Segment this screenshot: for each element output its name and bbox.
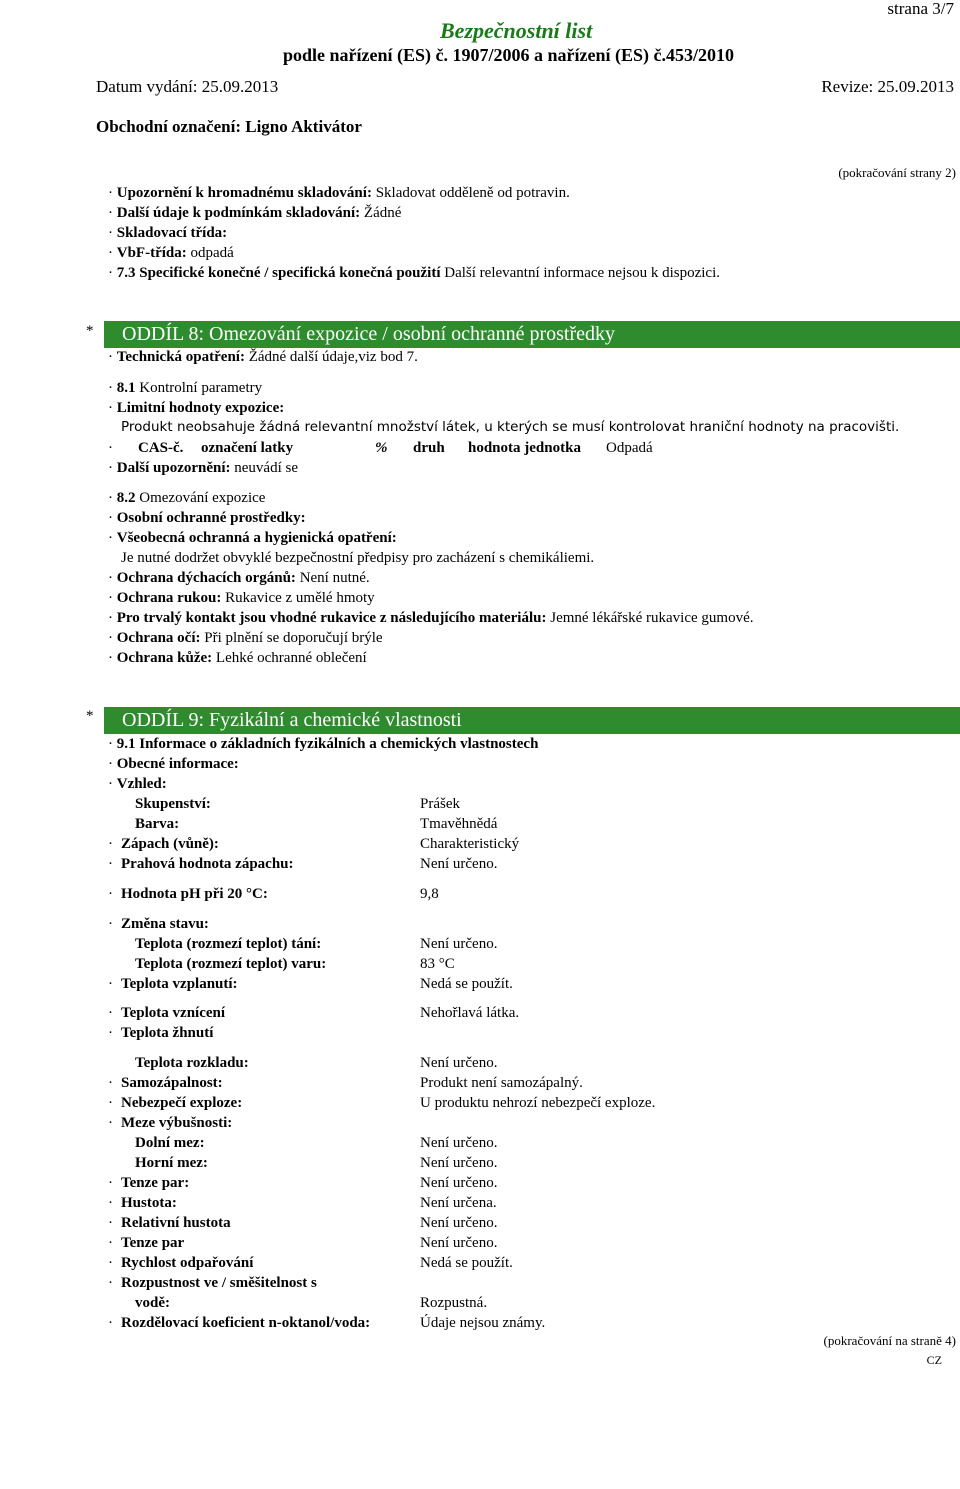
specific-use-label: 7.3 Specifické konečné / specifická konečná použití bbox=[116, 265, 441, 281]
property-label: Teplota vzplanutí: bbox=[121, 976, 238, 992]
eye-protection-label: Ochrana očí: bbox=[116, 630, 201, 646]
property-value: Není určeno. bbox=[420, 1155, 498, 1171]
basic-properties-heading: · 9.1 Informace o základních fyzikálních a chemických vlastnostech bbox=[108, 736, 539, 752]
glove-material-label: Pro trvalý kontakt jsou vhodné rukavice z následujícího materiálu: bbox=[116, 610, 547, 626]
vbf-class-row: · VbF-třída: odpadá bbox=[108, 245, 234, 261]
property-label: Dolní mez: bbox=[135, 1135, 205, 1151]
skin-protection-value: Lehké ochranné oblečení bbox=[215, 650, 367, 666]
property-label: Hodnota pH při 20 °C: bbox=[121, 886, 268, 902]
property-label: Meze výbušnosti: bbox=[121, 1115, 233, 1131]
property-value: Nedá se použít. bbox=[420, 976, 513, 992]
substance-name-column-header: označení latky bbox=[201, 440, 294, 456]
property-value: Není určena. bbox=[420, 1195, 497, 1211]
property-label: Zápach (vůně): bbox=[121, 836, 219, 852]
property-value: U produktu nehrozí nebezpečí exploze. bbox=[420, 1095, 656, 1111]
exposure-limits-text: Produkt neobsahuje žádná relevantní množství látek, u kterých se musí kontrolovat hraniční hodnoty na pracovišti. bbox=[121, 419, 900, 435]
storage-conditions-value: Žádné bbox=[363, 205, 402, 221]
technical-measures-label: Technická opatření: bbox=[116, 349, 245, 365]
further-notes-value: neuvádí se bbox=[234, 460, 298, 476]
respiratory-label: Ochrana dýchacích orgánů: bbox=[116, 570, 296, 586]
appearance-row: · Vzhled: bbox=[108, 776, 167, 792]
property-label: Skupenství: bbox=[135, 796, 211, 812]
revision-date: Revize: 25.09.2013 bbox=[821, 77, 954, 96]
property-label: Horní mez: bbox=[135, 1155, 208, 1171]
vbf-class-label: VbF-třída: bbox=[116, 245, 187, 261]
respiratory-value: Není nutné. bbox=[299, 570, 370, 586]
continued-to: (pokračování na straně 4) bbox=[823, 1333, 956, 1348]
section8-title: ODDÍL 8: Omezování expozice / osobní ochranné prostředky bbox=[122, 323, 615, 345]
document-title: Bezpečnostní list bbox=[440, 18, 593, 43]
language-code: CZ bbox=[926, 1353, 942, 1367]
cas-column-header: CAS-č. bbox=[138, 440, 184, 456]
property-value: Není určeno. bbox=[420, 856, 498, 872]
technical-measures-value: Žádné další údaje,viz bod 7. bbox=[248, 349, 418, 365]
issue-date: Datum vydání: 25.09.2013 bbox=[96, 77, 279, 96]
property-value: Nehořlavá látka. bbox=[420, 1005, 520, 1021]
property-value: Není určeno. bbox=[420, 1135, 498, 1151]
property-value: Rozpustná. bbox=[420, 1295, 488, 1311]
value-unit-column-header: hodnota jednotka bbox=[468, 440, 581, 456]
glove-material-value: Jemné lékářské rukavice gumové. bbox=[550, 610, 754, 626]
property-label: vodě: bbox=[135, 1295, 170, 1311]
property-label: Teplota (rozmezí teplot) varu: bbox=[135, 956, 327, 972]
glove-material-row: · Pro trvalý kontakt jsou vhodné rukavice z následujícího materiálu: Jemné lékářské rukavice gumové. bbox=[108, 610, 754, 626]
control-params-heading: · 8.1 Kontrolní parametry bbox=[108, 380, 263, 396]
exposure-control-heading: · 8.2 Omezování expozice bbox=[108, 490, 266, 506]
hand-protection-value: Rukavice z umělé hmoty bbox=[225, 590, 375, 606]
property-label: Tenze par bbox=[121, 1235, 185, 1251]
property-value: Tmavěhnědá bbox=[420, 816, 498, 832]
trade-name: Ligno Aktivátor bbox=[245, 117, 362, 136]
property-label: Rozpustnost ve / směšitelnost s bbox=[121, 1275, 317, 1291]
ppe-row: · Osobní ochranné prostředky: bbox=[108, 510, 306, 526]
exposure-limits-label: Limitní hodnoty expozice: bbox=[116, 400, 285, 416]
bulk-storage-label: Upozornění k hromadnému skladování: bbox=[116, 185, 372, 201]
property-value: Údaje nejsou známy. bbox=[420, 1315, 546, 1331]
property-value: Charakteristický bbox=[420, 836, 520, 852]
appearance-label: Vzhled: bbox=[116, 776, 167, 792]
property-value: Nedá se použít. bbox=[420, 1255, 513, 1271]
section9-changed-marker: * bbox=[86, 708, 94, 724]
hand-protection-row: · Ochrana rukou: Rukavice z umělé hmoty bbox=[108, 590, 375, 606]
page-number: strana 3/7 bbox=[887, 0, 954, 18]
property-label: Teplota žhnutí bbox=[121, 1025, 214, 1041]
general-info-label: Obecné informace: bbox=[116, 756, 239, 772]
storage-conditions-label: Další údaje k podmínkám skladování: bbox=[116, 205, 361, 221]
basic-properties-title: 9.1 Informace o základních fyzikálních a chemických vlastnostech bbox=[116, 736, 539, 752]
storage-class-label: Skladovací třída: bbox=[116, 225, 228, 241]
property-label: Teplota rozkladu: bbox=[135, 1055, 249, 1071]
hygiene-label: Všeobecná ochranná a hygienická opatření: bbox=[116, 530, 397, 546]
property-label: Tenze par: bbox=[121, 1175, 190, 1191]
control-params-title: Kontrolní parametry bbox=[139, 380, 263, 396]
trade-name-label: Obchodní označení: bbox=[96, 117, 241, 136]
skin-protection-label: Ochrana kůže: bbox=[116, 650, 213, 666]
property-value: Není určeno. bbox=[420, 1055, 498, 1071]
section8-changed-marker: * bbox=[86, 323, 94, 339]
storage-class-row: · Skladovací třída: bbox=[108, 225, 228, 241]
exposure-limits-row: · Limitní hodnoty expozice: bbox=[108, 400, 285, 416]
bulk-storage-value: Skladovat odděleně od potravin. bbox=[375, 185, 570, 201]
eye-protection-row: · Ochrana očí: Při plnění se doporučují brýle bbox=[108, 630, 383, 646]
section9-title: ODDÍL 9: Fyzikální a chemické vlastnosti bbox=[122, 709, 462, 731]
property-label: Teplota (rozmezí teplot) tání: bbox=[135, 936, 322, 952]
trade-name-row bbox=[96, 117, 362, 137]
hygiene-text: Je nutné dodržet obvyklé bezpečnostní předpisy pro zacházení s chemikáliemi. bbox=[121, 550, 595, 566]
property-label: Nebezpečí exploze: bbox=[121, 1095, 243, 1111]
property-label: Samozápalnost: bbox=[121, 1075, 223, 1091]
hygiene-row: · Všeobecná ochranná a hygienická opatření: bbox=[108, 530, 397, 546]
further-notes-label: Další upozornění: bbox=[116, 460, 231, 476]
property-label: Barva: bbox=[135, 816, 180, 832]
ppe-label: Osobní ochranné prostředky: bbox=[116, 510, 306, 526]
exposure-control-number: 8.2 bbox=[116, 490, 136, 506]
regulation-subtitle: podle nařízení (ES) č. 1907/2006 a nařízení (ES) č.453/2010 bbox=[283, 45, 734, 65]
property-value: 9,8 bbox=[420, 886, 439, 902]
property-label: Hustota: bbox=[121, 1195, 177, 1211]
skin-protection-row: · Ochrana kůže: Lehké ochranné oblečení bbox=[108, 650, 367, 666]
specific-use-row: · 7.3 Specifické konečné / specifická konečná použití Další relevantní informace nejsou k dispozici. bbox=[108, 265, 720, 281]
respiratory-row: · Ochrana dýchacích orgánů: Není nutné. bbox=[108, 570, 370, 586]
technical-measures-row: · Technická opatření: Žádné další údaje,viz bod 7. bbox=[108, 349, 418, 365]
control-params-number: 8.1 bbox=[116, 380, 136, 396]
property-label: Relativní hustota bbox=[121, 1215, 231, 1231]
property-value: Produkt není samozápalný. bbox=[420, 1075, 583, 1091]
property-value: 83 °C bbox=[420, 956, 455, 972]
percent-column-header: % bbox=[375, 440, 388, 456]
further-notes-row: · Další upozornění: neuvádí se bbox=[108, 460, 298, 476]
property-label: Prahová hodnota zápachu: bbox=[121, 856, 294, 872]
not-applicable-value: Odpadá bbox=[606, 440, 653, 456]
eye-protection-value: Při plnění se doporučují brýle bbox=[204, 630, 383, 646]
property-label: Rychlost odpařování bbox=[121, 1255, 254, 1271]
specific-use-value: Další relevantní informace nejsou k dispozici. bbox=[444, 265, 720, 281]
storage-conditions-row: · Další údaje k podmínkám skladování: Žádné bbox=[108, 205, 402, 221]
property-value: Není určeno. bbox=[420, 1215, 498, 1231]
property-label: Rozdělovací koeficient n-oktanol/voda: bbox=[121, 1315, 371, 1331]
substance-table-header: · CAS-č. označení latky % druh hodnota jednotka Odpadá bbox=[108, 440, 653, 456]
type-column-header: druh bbox=[413, 440, 445, 456]
property-label: Změna stavu: bbox=[121, 916, 209, 932]
bulk-storage-row: · Upozornění k hromadnému skladování: Skladovat odděleně od potravin. bbox=[108, 185, 570, 201]
exposure-control-title: Omezování expozice bbox=[139, 490, 266, 506]
hand-protection-label: Ochrana rukou: bbox=[116, 590, 222, 606]
property-value: Není určeno. bbox=[420, 1175, 498, 1191]
property-label: Teplota vznícení bbox=[121, 1005, 226, 1021]
vbf-class-value: odpadá bbox=[190, 245, 234, 261]
property-value: Není určeno. bbox=[420, 1235, 498, 1251]
property-value: Není určeno. bbox=[420, 936, 498, 952]
property-value: Prášek bbox=[420, 796, 460, 812]
general-info-row: · Obecné informace: bbox=[108, 756, 239, 772]
continued-from: (pokračování strany 2) bbox=[838, 165, 956, 180]
